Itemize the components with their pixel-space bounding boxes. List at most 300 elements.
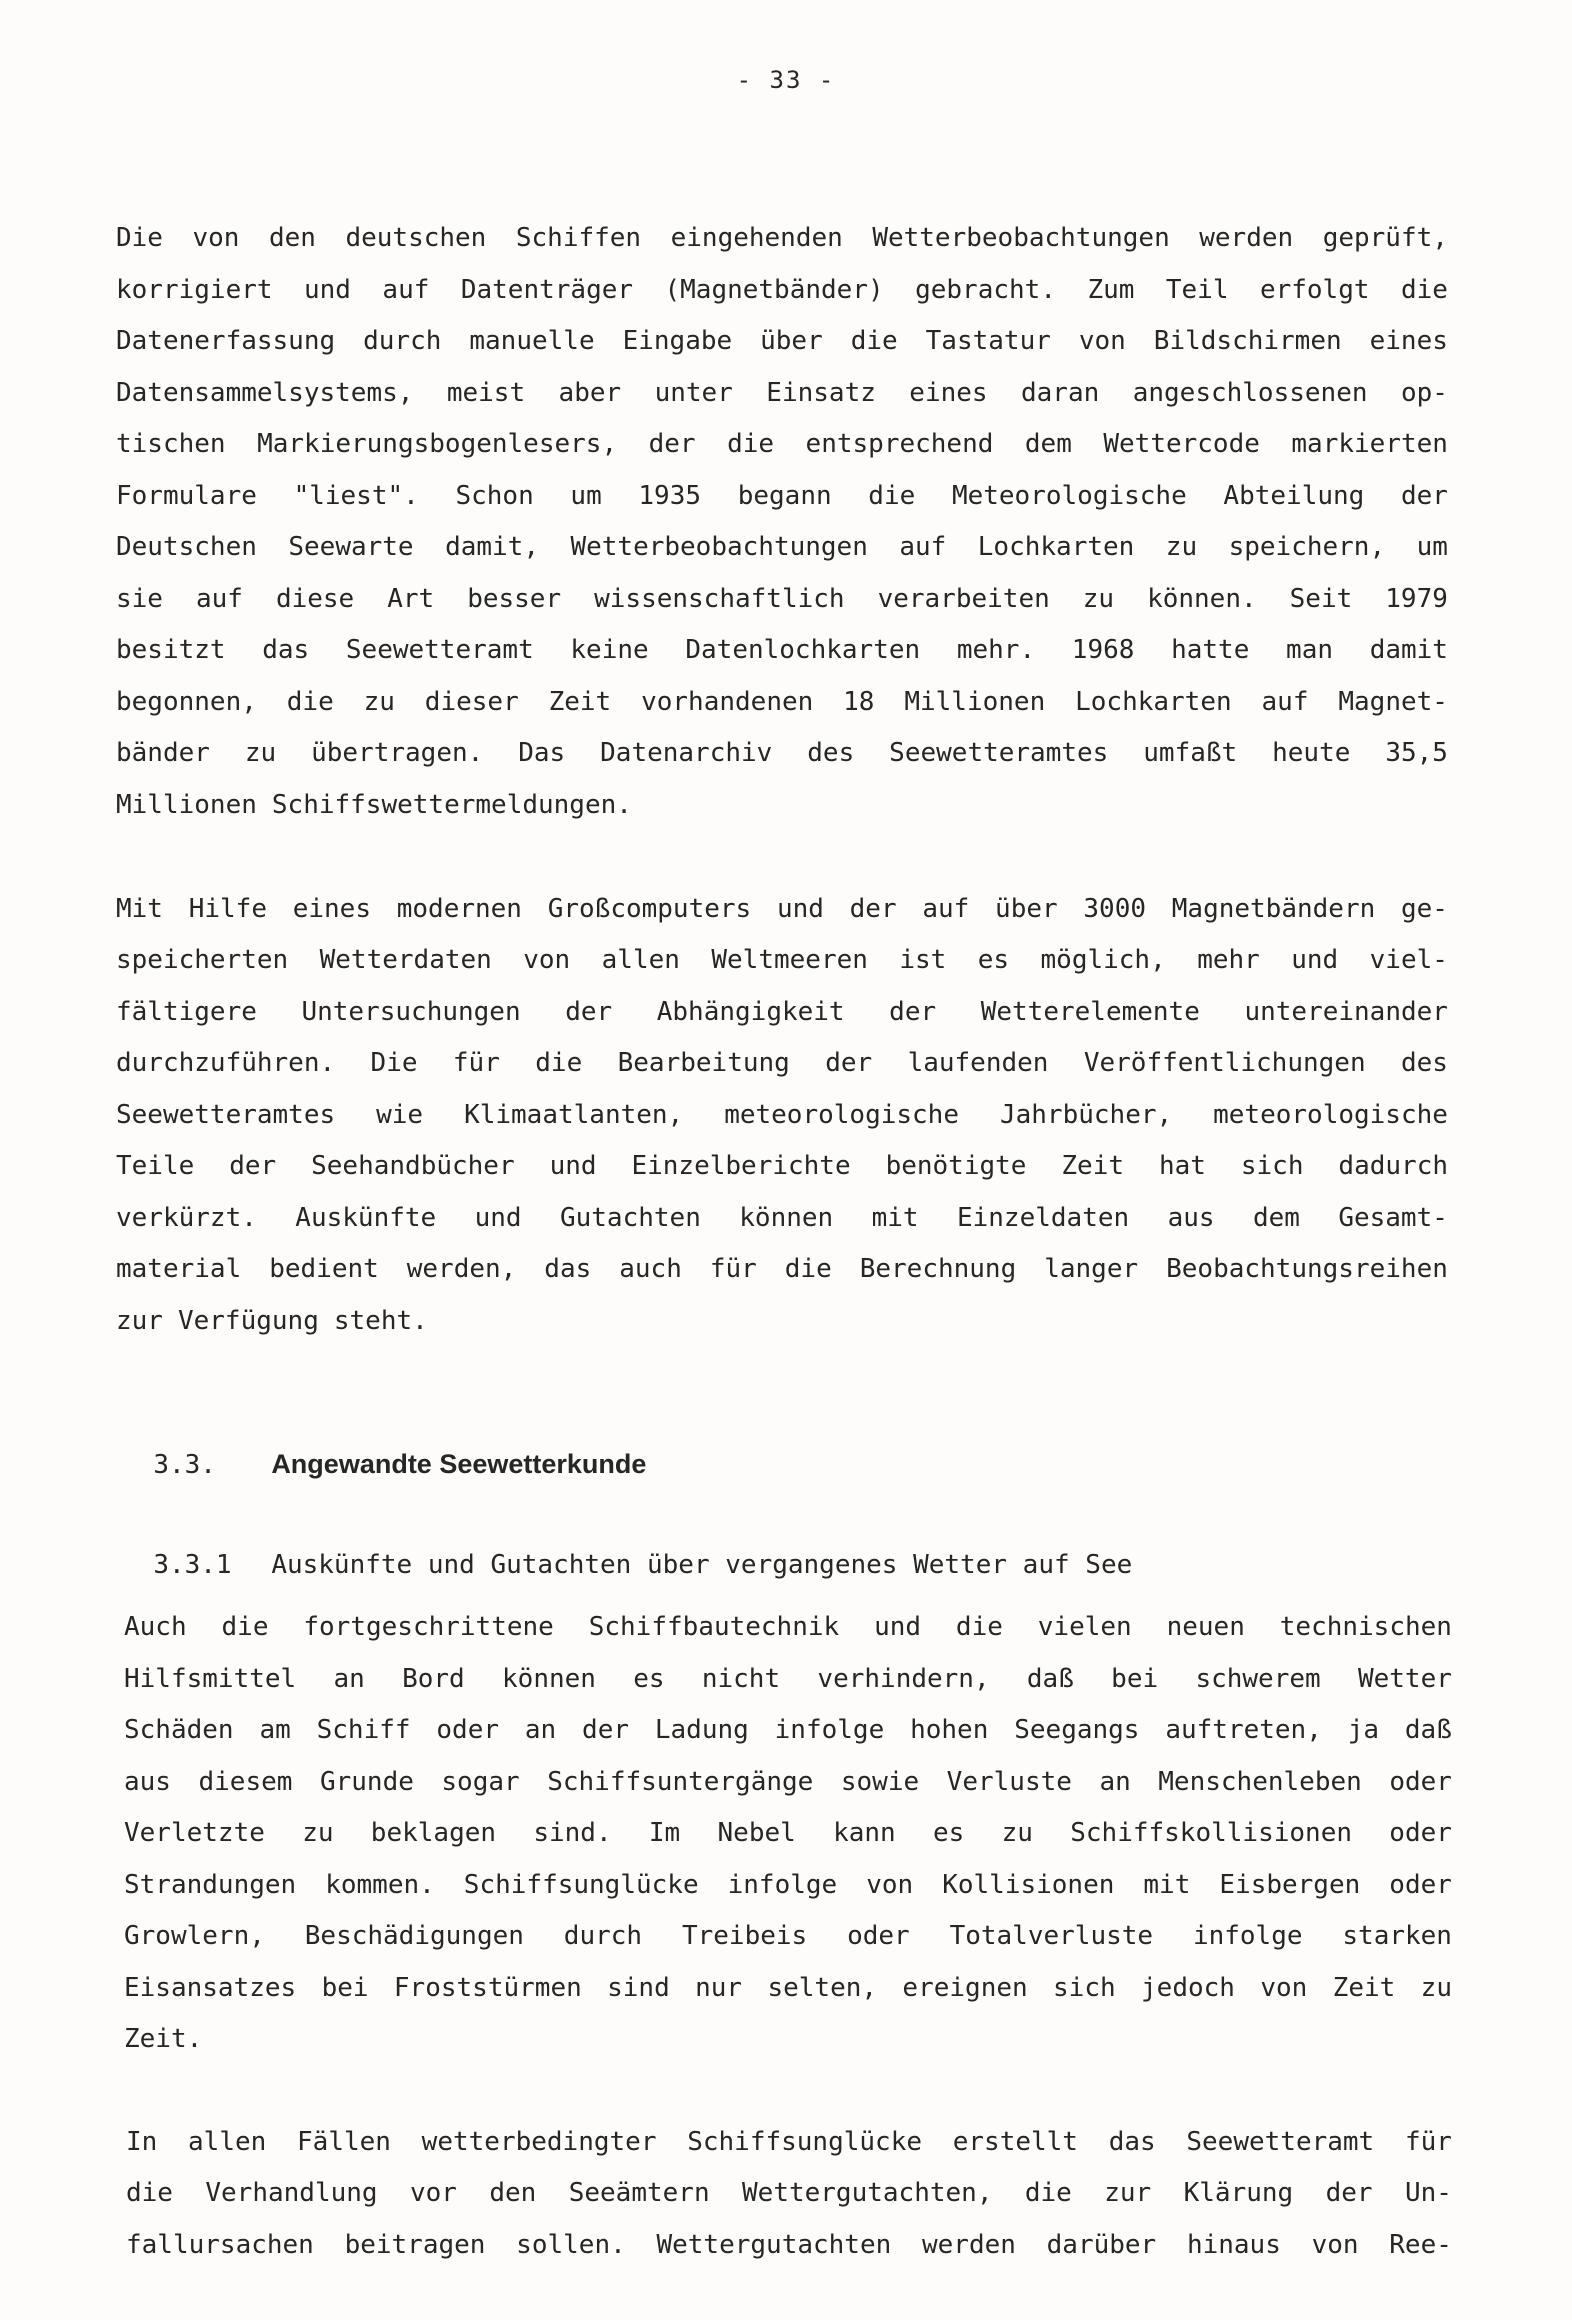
word: an bbox=[524, 1715, 557, 1745]
word: meteorologische bbox=[1213, 1100, 1448, 1130]
word: Wettergutachten, bbox=[742, 2178, 993, 2208]
text-line bbox=[116, 1249, 1448, 1289]
word: Die bbox=[370, 1048, 418, 1078]
word: hinaus bbox=[1186, 2230, 1281, 2260]
word: zu bbox=[1420, 1973, 1452, 2003]
word: allen bbox=[188, 2127, 267, 2157]
word: darüber bbox=[1046, 2230, 1157, 2260]
text-line bbox=[124, 1710, 1452, 1750]
word: werden bbox=[922, 2230, 1016, 2260]
word: schwerem bbox=[1195, 1664, 1321, 1694]
word: das bbox=[1108, 2127, 1156, 2157]
word: der bbox=[825, 1048, 873, 1078]
word: Datenlochkarten bbox=[685, 635, 921, 665]
word: und bbox=[874, 1612, 922, 1642]
word: beitragen bbox=[344, 2230, 486, 2260]
word: auf bbox=[382, 275, 430, 305]
text-line bbox=[124, 2019, 1452, 2059]
word: Zeit bbox=[1332, 1973, 1396, 2003]
word: aus bbox=[124, 1767, 171, 1797]
word: verarbeiten bbox=[877, 584, 1050, 614]
word: die bbox=[1024, 2178, 1072, 2208]
text-line bbox=[124, 1916, 1452, 1956]
word: die bbox=[955, 1612, 1003, 1642]
text-line bbox=[124, 1762, 1452, 1802]
word: verkürzt. bbox=[116, 1203, 257, 1233]
word: Schiffswettermeldungen. bbox=[271, 790, 632, 820]
text-line bbox=[124, 1865, 1452, 1905]
word: Froststürmen bbox=[393, 1973, 582, 2003]
text-line bbox=[116, 940, 1448, 980]
text-line bbox=[116, 321, 1448, 361]
word: Seehandbücher bbox=[311, 1151, 515, 1181]
word: Wetterbeobachtungen bbox=[570, 532, 868, 562]
word: Art bbox=[387, 584, 435, 614]
word: zu bbox=[1001, 1818, 1033, 1848]
text-line bbox=[126, 2225, 1452, 2265]
text-line bbox=[116, 992, 1448, 1032]
word: kann bbox=[833, 1818, 896, 1848]
word: Einzeldaten bbox=[956, 1203, 1130, 1233]
word: Seewetteramtes bbox=[116, 1100, 336, 1130]
text-line bbox=[124, 1659, 1452, 1699]
word: Millionen bbox=[116, 790, 257, 820]
word: das bbox=[544, 1254, 592, 1284]
text-line bbox=[116, 630, 1448, 670]
word: am bbox=[259, 1715, 291, 1745]
word: hohen bbox=[910, 1715, 989, 1745]
word: Schiff bbox=[316, 1715, 411, 1745]
word: es bbox=[977, 945, 1010, 975]
word: langer bbox=[1044, 1254, 1139, 1284]
word: sowie bbox=[840, 1767, 920, 1797]
word: Wetter bbox=[1357, 1664, 1452, 1694]
word: der bbox=[889, 997, 937, 1027]
word: Weltmeeren bbox=[711, 945, 868, 975]
word: Berechnung bbox=[859, 1254, 1017, 1284]
word: auftreten, bbox=[1165, 1715, 1322, 1745]
word: der bbox=[565, 997, 613, 1027]
word: durch bbox=[563, 1921, 643, 1951]
word: Jahrbücher, bbox=[999, 1100, 1173, 1130]
section-heading bbox=[122, 1404, 646, 1485]
word: Verhandlung bbox=[205, 2178, 378, 2208]
word: ge- bbox=[1401, 894, 1448, 924]
text-line bbox=[116, 1043, 1448, 1083]
word: technischen bbox=[1279, 1612, 1452, 1642]
word: Auskünfte bbox=[295, 1203, 437, 1233]
text-line bbox=[116, 733, 1448, 773]
word: auf bbox=[922, 894, 970, 924]
word: und bbox=[304, 275, 351, 305]
word: 1935 bbox=[638, 481, 702, 511]
word: deutschen bbox=[345, 223, 487, 253]
word: der bbox=[1325, 2178, 1373, 2208]
word: bänder bbox=[116, 738, 210, 768]
subsection-number: 3.3.1 bbox=[153, 1550, 232, 1580]
word: Zeit bbox=[548, 687, 612, 717]
word: infolge bbox=[774, 1715, 885, 1745]
word: op- bbox=[1400, 378, 1448, 408]
word: Menschenleben bbox=[1158, 1767, 1362, 1797]
word: und bbox=[1291, 945, 1339, 975]
word: der bbox=[849, 894, 897, 924]
word: dem bbox=[1252, 1203, 1300, 1233]
word: Abhängigkeit bbox=[656, 997, 845, 1027]
word: eines bbox=[1369, 326, 1448, 356]
word: dieser bbox=[424, 687, 519, 717]
word: angeschlossenen bbox=[1132, 378, 1368, 408]
word: der bbox=[1400, 481, 1448, 511]
word: der bbox=[229, 1151, 277, 1181]
word: auf bbox=[195, 584, 243, 614]
section-title: Angewandte Seewetterkunde bbox=[271, 1449, 647, 1479]
word: die bbox=[868, 481, 916, 511]
subsection-title: Auskünfte und Gutachten über vergangenes Wetter auf See bbox=[271, 1550, 1133, 1580]
word: Fällen bbox=[297, 2127, 391, 2157]
word: auch bbox=[619, 1254, 682, 1284]
word: Abteilung bbox=[1223, 481, 1365, 511]
word: Schiffskollisionen bbox=[1070, 1818, 1352, 1848]
text-line bbox=[116, 1301, 1448, 1341]
word: Millionen bbox=[904, 687, 1046, 717]
word: Hilfsmittel bbox=[124, 1664, 297, 1694]
word: korrigiert bbox=[116, 275, 273, 305]
word: Beobachtungsreihen bbox=[1166, 1254, 1448, 1284]
word: werden bbox=[1199, 223, 1294, 253]
word: 18 bbox=[843, 687, 875, 717]
text-line bbox=[116, 373, 1448, 413]
word: eines bbox=[909, 378, 988, 408]
text-line bbox=[116, 270, 1448, 310]
word: oder bbox=[847, 1921, 910, 1951]
word: sich bbox=[1053, 1973, 1116, 2003]
word: oder bbox=[1389, 1818, 1452, 1848]
word: Großcomputers bbox=[547, 894, 752, 924]
word: Lochkarten bbox=[1075, 687, 1232, 717]
word: eines bbox=[292, 894, 371, 924]
text-line bbox=[116, 889, 1448, 929]
word: geprüft, bbox=[1322, 223, 1448, 253]
word: Teile bbox=[116, 1151, 195, 1181]
word: Seeämtern bbox=[568, 2178, 710, 2208]
word: Gesamt- bbox=[1338, 1203, 1448, 1233]
word: werden, bbox=[406, 1254, 517, 1284]
word: oder bbox=[436, 1715, 500, 1745]
word: mehr. bbox=[956, 635, 1036, 665]
word: In bbox=[126, 2127, 158, 2157]
word: die bbox=[221, 1612, 269, 1642]
word: bei bbox=[321, 1973, 369, 2003]
word: fortgeschrittene bbox=[303, 1612, 554, 1642]
word: Datenerfassung bbox=[116, 326, 336, 356]
word: meist bbox=[446, 378, 526, 408]
word: Einzelberichte bbox=[631, 1151, 851, 1181]
word: Eingabe bbox=[622, 326, 733, 356]
word: heute bbox=[1272, 738, 1351, 768]
word: Verluste bbox=[946, 1767, 1072, 1797]
word: steht. bbox=[333, 1306, 428, 1336]
word: zur bbox=[1104, 2178, 1152, 2208]
word: Schiffbautechnik bbox=[588, 1612, 840, 1642]
word: material bbox=[116, 1254, 242, 1284]
word: es bbox=[633, 1664, 665, 1694]
word: ja bbox=[1347, 1715, 1380, 1745]
word: an bbox=[333, 1664, 365, 1694]
word: Die bbox=[116, 223, 163, 253]
word: speichern, bbox=[1228, 532, 1386, 562]
word: Meteorologische bbox=[951, 481, 1187, 511]
word: Seewetteramt bbox=[1186, 2127, 1375, 2157]
word: hat bbox=[1158, 1151, 1206, 1181]
word: es bbox=[933, 1818, 965, 1848]
word: diesem bbox=[198, 1767, 293, 1797]
word: infolge bbox=[1192, 1921, 1303, 1951]
word: erfolgt bbox=[1259, 275, 1370, 305]
word: Zeit. bbox=[124, 2024, 203, 2054]
word: Schon bbox=[455, 481, 534, 511]
word: von bbox=[192, 223, 240, 253]
word: durchzuführen. bbox=[116, 1048, 336, 1078]
word: gebracht. bbox=[915, 275, 1056, 305]
word: 35,5 bbox=[1385, 738, 1448, 768]
word: von bbox=[1078, 326, 1126, 356]
word: Wettercode bbox=[1103, 429, 1260, 459]
word: zu bbox=[1082, 584, 1115, 614]
word: speicherten bbox=[116, 945, 289, 975]
text-line bbox=[116, 1198, 1448, 1238]
word: Wetterelemente bbox=[980, 997, 1200, 1027]
word: die bbox=[784, 1254, 832, 1284]
word: für bbox=[452, 1048, 500, 1078]
word: verhindern, bbox=[817, 1664, 990, 1694]
word: Beschädigungen bbox=[304, 1921, 524, 1951]
word: Verfügung bbox=[177, 1306, 319, 1336]
word: Untersuchungen bbox=[301, 997, 521, 1027]
word: Ladung bbox=[654, 1715, 749, 1745]
word: Wetterdaten bbox=[319, 945, 492, 975]
word: begonnen, bbox=[116, 687, 257, 717]
word: sich bbox=[1240, 1151, 1304, 1181]
word: bei bbox=[1111, 1664, 1159, 1694]
word: Kollisionen bbox=[942, 1870, 1115, 1900]
text-line bbox=[116, 1095, 1448, 1135]
word: vor bbox=[409, 2178, 457, 2208]
word: jedoch bbox=[1141, 1973, 1235, 2003]
word: wissenschaftlich bbox=[594, 584, 845, 614]
word: Nebel bbox=[717, 1818, 796, 1848]
word: die bbox=[286, 687, 334, 717]
word: sind bbox=[607, 1973, 670, 2003]
word: modernen bbox=[396, 894, 522, 924]
word: mit bbox=[871, 1203, 919, 1233]
word: mehr bbox=[1197, 945, 1260, 975]
word: und bbox=[474, 1203, 522, 1233]
word: Hilfe bbox=[188, 894, 267, 924]
word: Growlern, bbox=[124, 1921, 265, 1951]
word: 1979 bbox=[1385, 584, 1448, 614]
word: begann bbox=[737, 481, 832, 511]
word: Klärung bbox=[1183, 2178, 1294, 2208]
word: Bildschirmen bbox=[1153, 326, 1342, 356]
word: tischen bbox=[116, 429, 226, 459]
text-line bbox=[116, 218, 1448, 258]
text-line bbox=[124, 1968, 1452, 2008]
word: Mit bbox=[116, 894, 163, 924]
text-line bbox=[116, 476, 1448, 516]
word: oder bbox=[1389, 1767, 1452, 1797]
word: und bbox=[549, 1151, 597, 1181]
text-line bbox=[124, 1813, 1452, 1853]
word: über bbox=[995, 894, 1058, 924]
word: fallursachen bbox=[126, 2230, 314, 2260]
word: man bbox=[1286, 635, 1334, 665]
word: kommen. bbox=[325, 1870, 435, 1900]
word: können bbox=[502, 1664, 596, 1694]
word: Magnet- bbox=[1338, 687, 1448, 717]
word: hatte bbox=[1171, 635, 1250, 665]
word: Zum bbox=[1087, 275, 1135, 305]
word: Deutschen bbox=[116, 532, 257, 562]
word: sogar bbox=[441, 1767, 520, 1797]
word: beklagen bbox=[370, 1818, 497, 1848]
word: wetterbedingter bbox=[421, 2127, 657, 2157]
word: zu bbox=[302, 1818, 334, 1848]
page-number: - 33 - bbox=[736, 66, 836, 94]
word: ist bbox=[899, 945, 947, 975]
word: sie bbox=[116, 584, 163, 614]
text-line bbox=[116, 424, 1448, 464]
word: Im bbox=[648, 1818, 681, 1848]
text-line bbox=[116, 1146, 1448, 1186]
word: Seewarte bbox=[288, 532, 414, 562]
word: fältigere bbox=[116, 997, 257, 1027]
word: des bbox=[807, 738, 855, 768]
word: markierten bbox=[1291, 429, 1448, 459]
word: von bbox=[1311, 2230, 1359, 2260]
word: Lochkarten bbox=[977, 532, 1135, 562]
word: Schiffsunglücke bbox=[687, 2127, 923, 2157]
word: Treibeis bbox=[681, 1921, 808, 1951]
word: neuen bbox=[1166, 1612, 1245, 1642]
word: vielen bbox=[1037, 1612, 1132, 1642]
word: und bbox=[776, 894, 824, 924]
word: manuelle bbox=[469, 326, 595, 356]
word: wie bbox=[376, 1100, 424, 1130]
word: zur bbox=[116, 1306, 163, 1336]
word: infolge bbox=[727, 1870, 838, 1900]
word: von bbox=[866, 1870, 914, 1900]
word: sollen. bbox=[516, 2230, 626, 2260]
word: aber bbox=[558, 378, 622, 408]
word: vorhandenen bbox=[641, 687, 814, 717]
word: Ree- bbox=[1389, 2230, 1452, 2260]
word: der bbox=[648, 429, 696, 459]
word: den bbox=[268, 223, 316, 253]
word: zu bbox=[1165, 532, 1198, 562]
word: damit, bbox=[445, 532, 539, 562]
word: Eisansatzes bbox=[124, 1973, 297, 2003]
word: die bbox=[727, 429, 775, 459]
word: Datensammelsystems, bbox=[116, 378, 414, 408]
word: Gutachten bbox=[559, 1203, 701, 1233]
word: über bbox=[760, 326, 823, 356]
word: Un- bbox=[1404, 2178, 1452, 2208]
text-line bbox=[124, 1607, 1452, 1647]
word: zu bbox=[363, 687, 395, 717]
word: Markierungsbogenlesers, bbox=[257, 429, 618, 459]
word: Schäden bbox=[124, 1715, 234, 1745]
text-line bbox=[126, 2173, 1452, 2213]
word: Schiffsuntergänge bbox=[547, 1767, 814, 1797]
word: Seit bbox=[1289, 584, 1353, 614]
word: Eisbergen bbox=[1219, 1870, 1361, 1900]
word: Wettergutachten bbox=[656, 2230, 892, 2260]
word: laufenden bbox=[907, 1048, 1049, 1078]
word: starken bbox=[1342, 1921, 1452, 1951]
word: Seewetteramtes bbox=[889, 738, 1109, 768]
word: umfaßt bbox=[1143, 738, 1238, 768]
word: diese bbox=[275, 584, 355, 614]
word: Strandungen bbox=[124, 1870, 297, 1900]
word: Schiffsunglücke bbox=[463, 1870, 699, 1900]
text-line bbox=[116, 682, 1448, 722]
word: benötigte bbox=[885, 1151, 1027, 1181]
word: des bbox=[1401, 1048, 1448, 1078]
word: für bbox=[1404, 2127, 1452, 2157]
word: den bbox=[489, 2178, 537, 2208]
word: oder bbox=[1389, 1870, 1452, 1900]
word: unter bbox=[654, 378, 733, 408]
word: besitzt bbox=[116, 635, 226, 665]
word: der bbox=[582, 1715, 630, 1745]
word: daß bbox=[1404, 1715, 1452, 1745]
subsection-heading bbox=[122, 1505, 1132, 1585]
word: übertragen. bbox=[311, 738, 484, 768]
word: Das bbox=[518, 738, 566, 768]
word: können. bbox=[1147, 584, 1257, 614]
word: daß bbox=[1026, 1664, 1074, 1694]
word: möglich, bbox=[1040, 945, 1166, 975]
word: die bbox=[126, 2178, 173, 2208]
word: Magnetbändern bbox=[1171, 894, 1376, 924]
word: bedient bbox=[269, 1254, 379, 1284]
word: Einsatz bbox=[766, 378, 876, 408]
word: untereinander bbox=[1244, 997, 1448, 1027]
word: die bbox=[850, 326, 898, 356]
text-line bbox=[116, 785, 1448, 825]
word: Totalverluste bbox=[949, 1921, 1154, 1951]
word: können bbox=[739, 1203, 834, 1233]
word: die bbox=[1400, 275, 1448, 305]
word: Zeit bbox=[1061, 1151, 1125, 1181]
text-line bbox=[116, 527, 1448, 567]
word: (Magnetbänder) bbox=[664, 275, 884, 305]
word: Datenarchiv bbox=[600, 738, 773, 768]
word: Datenträger bbox=[460, 275, 634, 305]
word: ereignen bbox=[902, 1973, 1028, 2003]
word: Klimaatlanten, bbox=[464, 1100, 684, 1130]
word: "liest". bbox=[293, 481, 419, 511]
word: dadurch bbox=[1338, 1151, 1448, 1181]
word: Schiffen bbox=[515, 223, 642, 253]
word: auf bbox=[1261, 687, 1309, 717]
word: durch bbox=[363, 326, 442, 356]
word: besser bbox=[467, 584, 562, 614]
text-line bbox=[126, 2122, 1452, 2162]
word: selten, bbox=[767, 1973, 878, 2003]
word: viel- bbox=[1369, 945, 1448, 975]
